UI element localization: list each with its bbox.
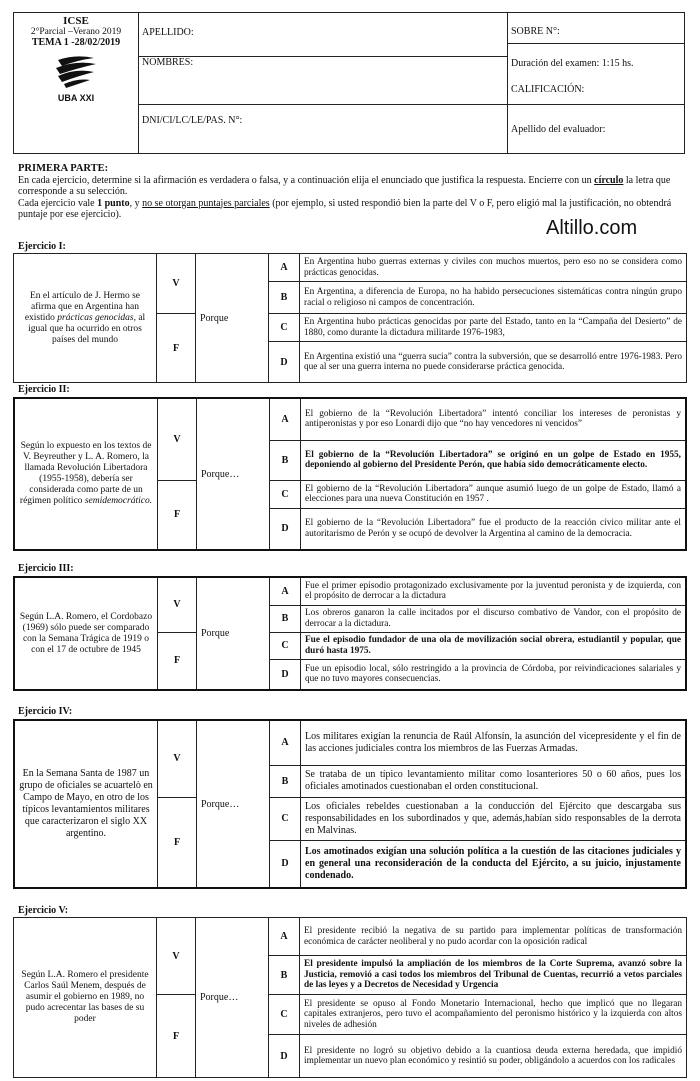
- tema-line: TEMA 1 -28/02/2019: [31, 37, 121, 48]
- exercise-5-option-a-letter[interactable]: A: [269, 918, 300, 956]
- exercise-5-option-d: El presidente no logró su objetivo debido a la cuantiosa deuda externa heredada, que impidió implementar un nuevo plan económico y resintió su poder, obligándolo a acuerdos con los radicales: [300, 1035, 687, 1078]
- exercise-3-option-b-letter[interactable]: B: [270, 605, 301, 632]
- header-right-cell: [508, 13, 685, 154]
- exercise-2-option-b-letter[interactable]: B: [270, 440, 301, 480]
- exercise-1-false[interactable]: F: [157, 314, 196, 383]
- exercise-1-title: Ejercicio I:: [18, 241, 66, 252]
- exercise-4-option-c: Los oficiales rebeldes cuestionaban a la conducción del Ejército que descargaba sus responsabilidades en los subordinados y que, además,habían sido responsables de la derrota en Malvinas.: [301, 797, 687, 840]
- exercise-1-option-c-letter[interactable]: C: [269, 314, 300, 342]
- exercise-2-porque: Porque…: [197, 398, 270, 550]
- dni-label: DNI/CI/LC/LE/PAS. N°:: [142, 115, 243, 126]
- exercise-4-table: [13, 719, 687, 889]
- section-title: PRIMERA PARTE:: [18, 163, 109, 174]
- exercise-4-option-a-letter[interactable]: A: [270, 720, 301, 765]
- exercise-5-option-d-letter[interactable]: D: [269, 1035, 300, 1078]
- exercise-4-option-d-letter[interactable]: D: [270, 840, 301, 888]
- exercise-3-option-c: Fue el episodio fundador de una ola de movilización social obrera, estudiantil y popular, que duró hasta 1975.: [301, 632, 687, 659]
- exercise-2-option-a-letter[interactable]: A: [270, 398, 301, 440]
- calificacion-label: CALIFICACIÓN:: [511, 84, 585, 95]
- exercise-2-false[interactable]: F: [158, 480, 197, 550]
- institution: ICSE: [63, 15, 89, 27]
- exercise-5-false[interactable]: F: [157, 995, 196, 1078]
- exercise-1-statement: En el artículo de J. Hermo se afirma que en Argentina han existido prácticas genocidas, al igual que ha ocurrido en otros países del mundo: [14, 254, 157, 383]
- exercise-2-option-c: El gobierno de la “Revolución Libertadora” aunque asumió luego de un golpe de Estado, llamó a elecciones para una nueva Constitución en 1957 .: [301, 480, 687, 508]
- instructions-line-1: En cada ejercicio, determine si la afirmación es verdadera o falsa, y a continuación elija el enunciado que justifica la respuesta. Encierre con un círculo la letra que corresponde a su selección.: [18, 174, 671, 197]
- exercise-4-option-d: Los amotinados exigían una solución política a la cuestión de las citaciones judiciales y en general una reconsideración de la conducta del Ejército, a su juicio, injustamente condenado.: [301, 840, 687, 888]
- uba-logo-icon: [54, 54, 98, 90]
- exercise-1-option-d-letter[interactable]: D: [269, 342, 300, 383]
- watermark: Altillo.com: [546, 217, 638, 239]
- exercise-1-option-d: En Argentina existió una “guerra sucia” contra la subversión, que se desarrolló entre 1976-1983. Pero que al ser una guerra interna no puede considerarse práctica genocida.: [300, 342, 687, 383]
- exercise-3-porque: Porque: [197, 577, 270, 690]
- exercise-2-title: Ejercicio II:: [18, 384, 70, 395]
- exercise-3-option-d-letter[interactable]: D: [270, 659, 301, 690]
- exercise-2-option-c-letter[interactable]: C: [270, 480, 301, 508]
- exercise-3-false[interactable]: F: [158, 632, 197, 690]
- exercise-1-option-b: En Argentina, a diferencia de Europa, no ha habido persecuciones sistemáticas contra ningún grupo racial o religioso ni campos de concentración.: [300, 282, 687, 314]
- exercise-5-table: [13, 917, 687, 1078]
- exercise-2-option-b: El gobierno de la “Revolución Libertadora” se originó en un golpe de Estado en 1955, deponiendo al gobierno del Presidente Perón, que había sido democráticamente electo.: [301, 440, 687, 480]
- exercise-4-option-b-letter[interactable]: B: [270, 765, 301, 797]
- exercise-2-option-d: El gobierno de la “Revolución Libertadora” fue el producto de la reacción cívico militar ante el autoritarismo de Perón y se ocupó de devolver la Argentina al camino de la democracia.: [301, 508, 687, 550]
- exercise-1-option-a-letter[interactable]: A: [269, 254, 300, 282]
- exercise-2-table: [13, 397, 687, 551]
- instructions: [18, 163, 688, 221]
- exercise-4-option-c-letter[interactable]: C: [270, 797, 301, 840]
- exercise-4-option-a: Los militares exigían la renuncia de Raúl Alfonsín, la asunción del vicepresidente y el fin de las acciones judiciales contra los miembros de las Fuerzas Armadas.: [301, 720, 687, 765]
- uba-logo: [46, 54, 106, 103]
- instructions-line-2: Cada ejercicio vale 1 punto, y no se otorgan puntajes parciales (por ejemplo, si usted respondió bien la parte del V o F, pero eligió mal la justificación, no obtendrá puntaje por ese ejercicio).: [18, 197, 672, 220]
- exercise-1-option-c: En Argentina hubo prácticas genocidas por parte del Estado, tanto en la “Campaña del Desierto” de 1880, como durante la dictadura militarde 1976-1983,: [300, 314, 687, 342]
- exercise-3-table: [13, 576, 687, 691]
- exercise-3-statement: Según L.A. Romero, el Cordobazo (1969) sólo puede ser comparado con la Semana Trágica de 1919 o con el 17 de octubre de 1945: [14, 577, 158, 690]
- exercise-3-option-d: Fue un episodio local, sólo restringido a la provincia de Córdoba, por reivindicaciones salariales y que no tuvo mayores consecuencias.: [301, 659, 687, 690]
- header-table: [13, 12, 685, 154]
- apellido-label: APELLIDO:: [142, 27, 194, 38]
- exercise-1-table: [13, 253, 687, 383]
- exercise-3-option-c-letter[interactable]: C: [270, 632, 301, 659]
- exercise-4-porque: Porque…: [197, 720, 270, 888]
- exercise-5-option-b: El presidente impulsó la ampliación de los miembros de la Corte Suprema, avanzó sobre la Justicia, removió a casi todos los miembros del Tribunal de Cuentas, recurrió a vetos parciales de las leyes y a Decretos de Necesidad y Urgencia: [300, 956, 687, 995]
- exercise-4-false[interactable]: F: [158, 797, 197, 888]
- exercise-3-option-a-letter[interactable]: A: [270, 577, 301, 605]
- exercise-1-porque: Porque: [196, 254, 269, 383]
- exercise-2-option-d-letter[interactable]: D: [270, 508, 301, 550]
- exercise-3-option-b: Los obreros ganaron la calle incitados por el discurso combativo de Vandor, con el propósito de derrocar a la dictadura.: [301, 605, 687, 632]
- exercise-5-option-b-letter[interactable]: B: [269, 956, 300, 995]
- exercise-3-option-a: Fue el primer episodio protagonizado exclusivamente por la juventud peronista y de izquierda, con el propósito de derrocar a la dictadura: [301, 577, 687, 605]
- exercise-1-option-b-letter[interactable]: B: [269, 282, 300, 314]
- exercise-2-statement: Según lo expuesto en los textos de V. Beyreuther y L. A. Romero, la llamada Revolución Libertadora (1955-1958), debería ser considerada como parte de un régimen político semidemocrático.: [14, 398, 158, 550]
- exam-line: 2°Parcial –Verano 2019: [30, 27, 122, 37]
- exercise-2-true[interactable]: V: [158, 398, 197, 480]
- exercise-3-title: Ejercicio III:: [18, 563, 74, 574]
- header-institution-cell: [14, 13, 139, 154]
- exercise-5-true[interactable]: V: [157, 918, 196, 995]
- exercise-4-true[interactable]: V: [158, 720, 197, 797]
- exercise-4-option-b: Se trataba de un típico levantamiento militar como losanteriores 50 o 60 años, pues los oficiales amotinados cuestionaban el orden constitucional.: [301, 765, 687, 797]
- exercise-4-title: Ejercicio IV:: [18, 706, 73, 717]
- duracion-label: Duración del examen: 1:15 hs.: [511, 58, 634, 69]
- exercise-2-option-a: El gobierno de la “Revolución Libertadora” intentó conciliar los intereses de peronistas y antiperonistas y por eso Lonardi dijo que “no hay vencedores ni vencidos”: [301, 398, 687, 440]
- header-fields-cell: [139, 13, 508, 154]
- exercise-5-option-a: El presidente recibió la negativa de su partido para implementar políticas de transformación económica de carácter neoliberal y no pudo acordar con la oposición radical: [300, 918, 687, 956]
- exercise-4-statement: En la Semana Santa de 1987 un grupo de oficiales se acuartelò en Campo de Mayo, en otro de los típicos levantamientos militares que caracterizaron el siglo XX argentino.: [14, 720, 158, 888]
- exercise-3-true[interactable]: V: [158, 577, 197, 632]
- exercise-5-statement: Según L.A. Romero el presidente Carlos Saúl Menem, después de asumir el gobierno en 1989, no pudo acrecentar las bases de su poder: [14, 918, 157, 1078]
- exercise-1-true[interactable]: V: [157, 254, 196, 314]
- exercise-1-option-a: En Argentina hubo guerras externas y civiles con muchos muertos, pero eso no se considera como prácticas genocidas.: [300, 254, 687, 282]
- exercise-5-option-c: El presidente se opuso al Fondo Monetario Internacional, hecho que implicó que no llegaran capitales extranjeros, pero tuvo el acompañamiento del peronismo histórico y la izquierda con altos niveles de adhesión: [300, 995, 687, 1035]
- sobre-label: SOBRE N°:: [511, 26, 560, 37]
- exercise-5-title: Ejercicio V:: [18, 905, 69, 916]
- evaluador-label: Apellido del evaluador:: [511, 124, 606, 135]
- nombres-label: NOMBRES:: [142, 57, 194, 68]
- circulo-word: círculo: [594, 174, 624, 186]
- exercise-5-porque: Porque…: [196, 918, 269, 1078]
- logo-text: UBA XXI: [57, 93, 95, 103]
- exercise-5-option-c-letter[interactable]: C: [269, 995, 300, 1035]
